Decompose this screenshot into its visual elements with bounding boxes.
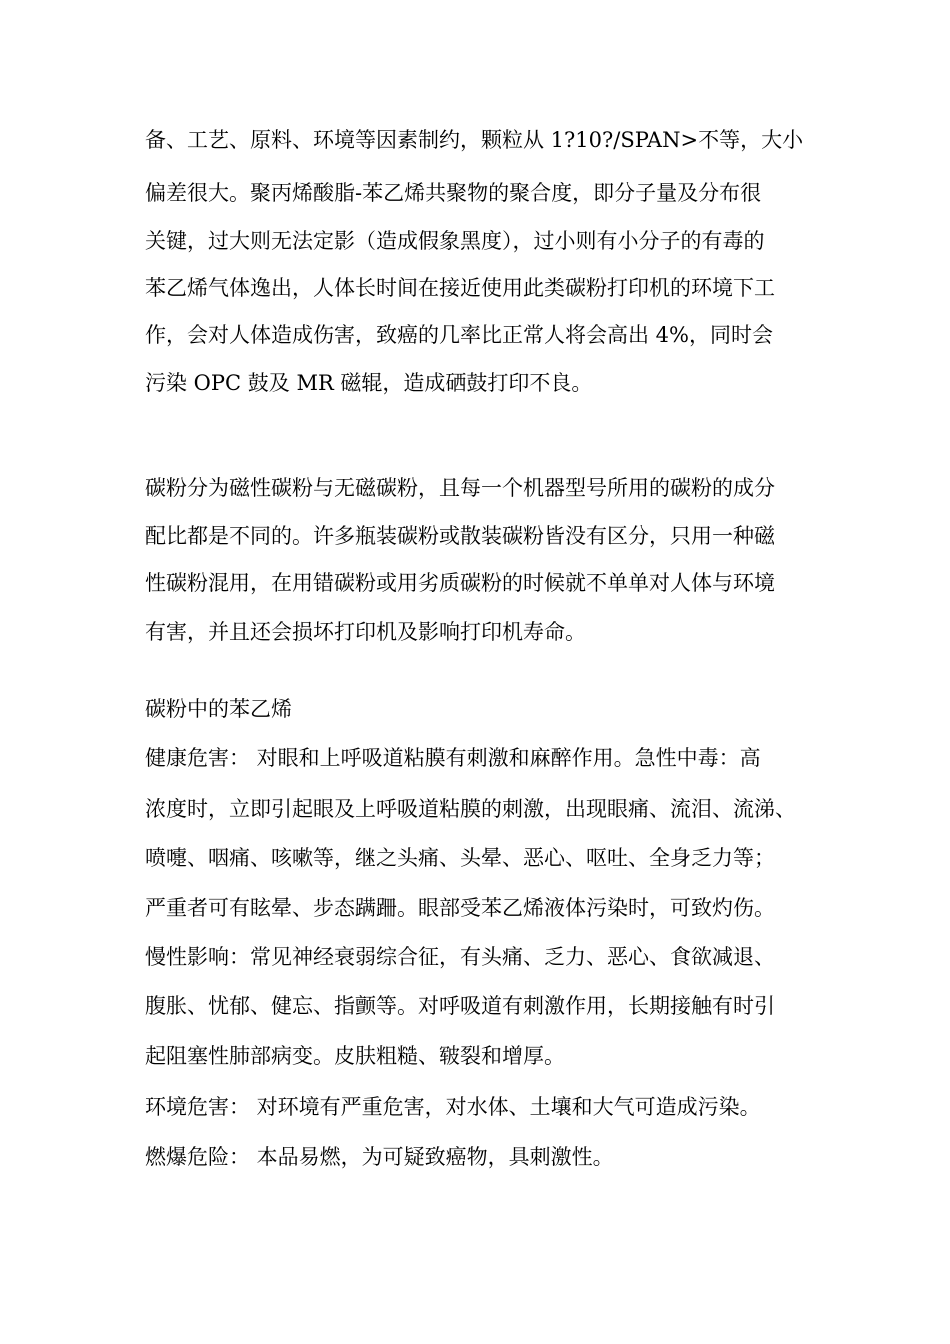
paragraph-1-line-2: 偏差很大。聚丙烯酸脂-苯乙烯共聚物的聚合度，即分子量及分布很: [145, 181, 762, 205]
paragraph-1-line-4: 苯乙烯气体逸出，人体长时间在接近使用此类碳粉打印机的环境下工: [145, 276, 775, 300]
paragraph-1-line-1: 备、工艺、原料、环境等因素制约，颗粒从 1?10?/SPAN>不等，大小: [145, 128, 804, 152]
health-hazard-line-3: 喷嚏、咽痛、咳嗽等，继之头痛、头晕、恶心、呕吐、全身乏力等；: [145, 846, 775, 870]
paragraph-1-line-5: 作，会对人体造成伤害，致癌的几率比正常人将会高出 4%，同时会: [145, 323, 773, 347]
paragraph-2-line-4: 有害，并且还会损坏打印机及影响打印机寿命。: [145, 620, 586, 644]
health-hazard-line-5: 慢性影响：常见神经衰弱综合征，有头痛、乏力、恶心、食欲减退、: [145, 945, 775, 969]
paragraph-2-line-1: 碳粉分为磁性碳粉与无磁碳粉，且每一个机器型号所用的碳粉的成分: [145, 476, 775, 500]
paragraph-2-line-3: 性碳粉混用，在用错碳粉或用劣质碳粉的时候就不单单对人体与环境: [145, 571, 775, 595]
paragraph-1-line-6: 污染 OPC 鼓及 MR 磁辊，造成硒鼓打印不良。: [145, 371, 593, 395]
paragraph-1-line-3: 关键，过大则无法定影（造成假象黑度），过小则有小分子的有毒的: [145, 229, 765, 253]
section-heading: 碳粉中的苯乙烯: [145, 697, 292, 721]
health-hazard-line-4: 严重者可有眩晕、步态蹒跚。眼部受苯乙烯液体污染时，可致灼伤。: [145, 896, 775, 920]
health-hazard-line-7: 起阻塞性肺部病变。皮肤粗糙、皲裂和增厚。: [145, 1044, 565, 1068]
health-hazard-line-1: 健康危害： 对眼和上呼吸道粘膜有刺激和麻醉作用。急性中毒：高: [145, 746, 761, 770]
health-hazard-line-2: 浓度时，立即引起眼及上呼吸道粘膜的刺激，出现眼痛、流泪、流涕、: [145, 797, 796, 821]
paragraph-2-line-2: 配比都是不同的。许多瓶装碳粉或散装碳粉皆没有区分，只用一种磁: [145, 524, 775, 548]
health-hazard-line-6: 腹胀、忧郁、健忘、指颤等。对呼吸道有刺激作用，长期接触有时引: [145, 994, 775, 1018]
environment-hazard-line: 环境危害： 对环境有严重危害，对水体、土壤和大气可造成污染。: [145, 1095, 761, 1119]
fire-hazard-line: 燃爆危险： 本品易燃，为可疑致癌物，具刺激性。: [145, 1145, 614, 1169]
